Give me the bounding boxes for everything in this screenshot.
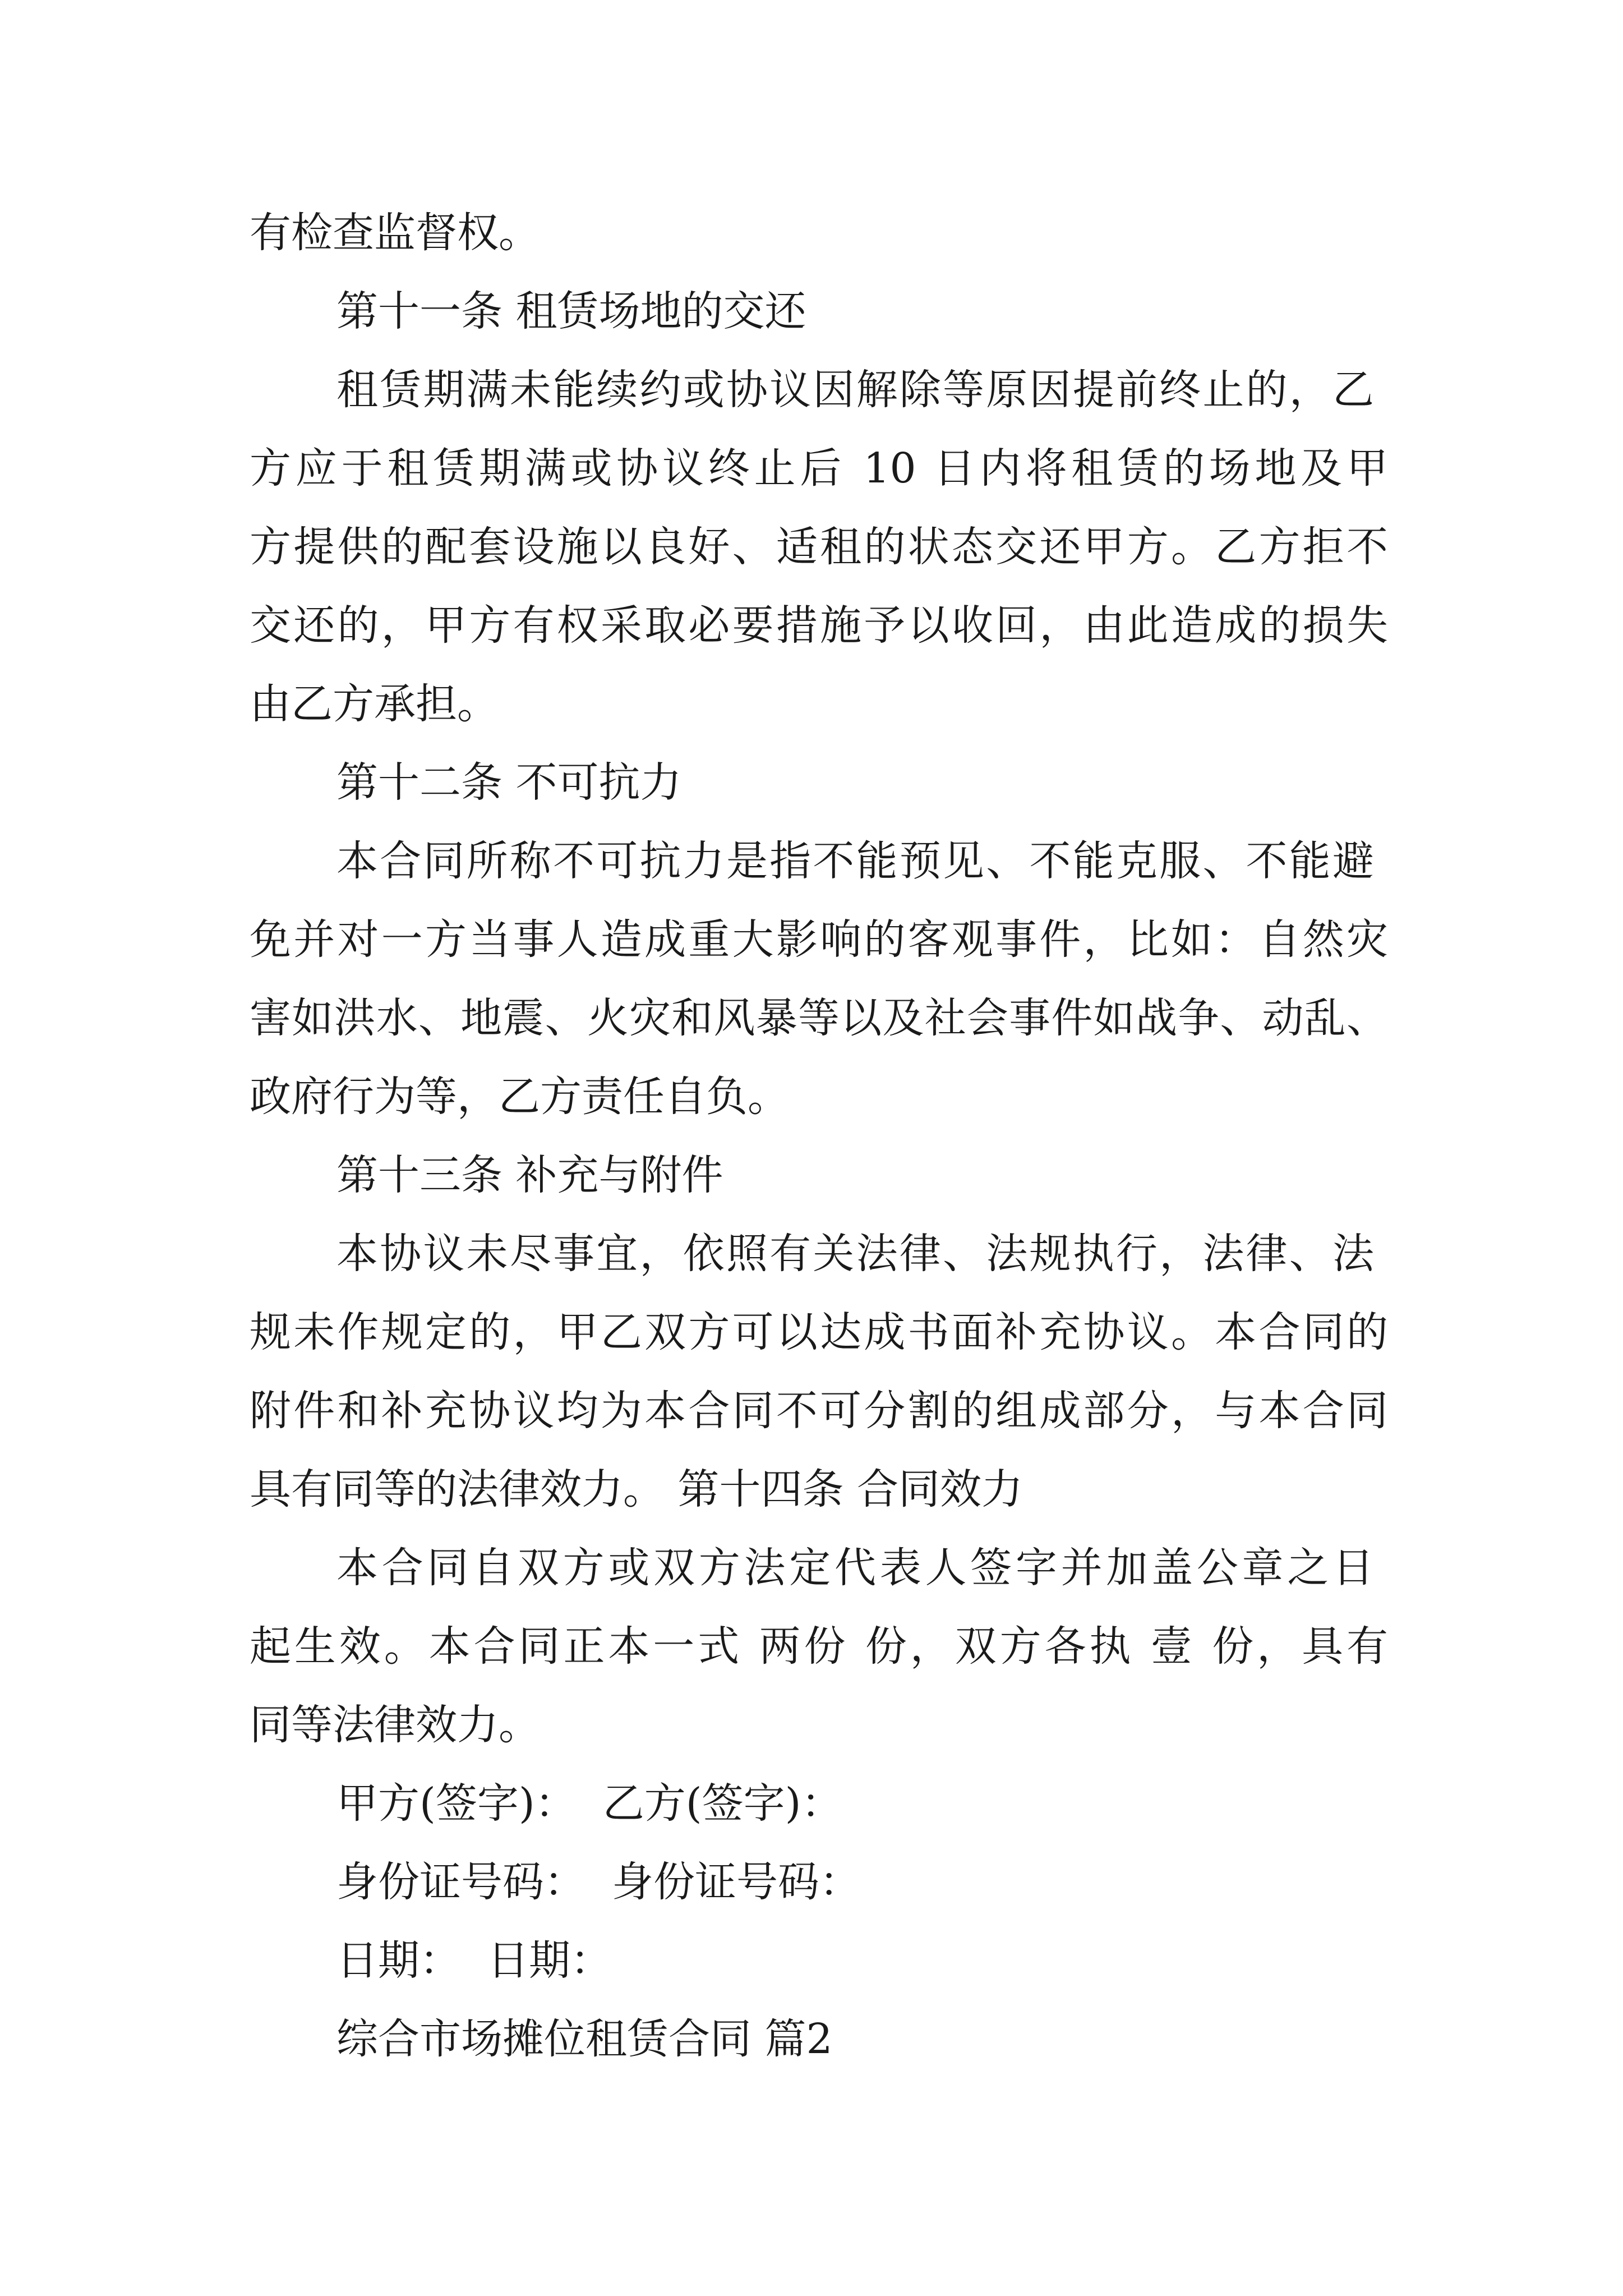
text-line-5: 方提供的配套设施以良好、适租的状态交还甲方。乙方拒不 xyxy=(250,523,1388,571)
article-13-heading: 第十三条 补充与附件 xyxy=(336,1151,723,1199)
article-11-heading: 第十一条 租赁场地的交还 xyxy=(336,287,806,335)
text-line-7: 由乙方承担。 xyxy=(250,680,499,728)
text-line-11: 害如洪水、地震、火灾和风暴等以及社会事件如战争、动乱、 xyxy=(250,994,1388,1042)
text-line-4: 方应于租赁期满或协议终止后 10 日内将租赁的场地及甲 xyxy=(250,444,1388,493)
date-line: 日期： 日期： xyxy=(336,1936,612,1985)
section-title: 综合市场摊位租赁合同 篇2 xyxy=(336,2015,833,2063)
signature-line: 甲方(签字)： 乙方(签字)： xyxy=(336,1779,843,1828)
text-line-19: 起生效。本合同正本一式 两份 份，双方各执 壹 份，具有 xyxy=(250,1622,1388,1671)
text-line-3: 租赁期满未能续约或协议因解除等原因提前终止的，乙 xyxy=(336,366,1374,414)
text-line-15: 规未作规定的，甲乙双方可以达成书面补充协议。本合同的 xyxy=(250,1308,1388,1356)
id-number-line: 身份证号码： 身份证号码： xyxy=(336,1858,861,1906)
text-line-20: 同等法律效力。 xyxy=(250,1701,540,1749)
article-12-heading: 第十二条 不可抗力 xyxy=(336,758,682,807)
text-line-9: 本合同所称不可抗力是指不能预见、不能克服、不能避 xyxy=(336,837,1374,885)
text-line-18: 本合同自双方或双方法定代表人签字并加盖公章之日 xyxy=(336,1544,1374,1592)
text-line-14: 本协议未尽事宜，依照有关法律、法规执行，法律、法 xyxy=(336,1230,1374,1278)
text-line-16: 附件和补充协议均为本合同不可分割的组成部分，与本合同 xyxy=(250,1387,1388,1435)
text-line-10: 免并对一方当事人造成重大影响的客观事件，比如：自然灾 xyxy=(250,915,1388,964)
text-line-1: 有检查监督权。 xyxy=(250,209,540,257)
text-line-12: 政府行为等，乙方责任自负。 xyxy=(250,1073,789,1121)
text-line-6: 交还的，甲方有权采取必要措施予以收回，由此造成的损失 xyxy=(250,601,1388,650)
text-line-17: 具有同等的法律效力。 第十四条 合同效力 xyxy=(250,1465,1023,1513)
